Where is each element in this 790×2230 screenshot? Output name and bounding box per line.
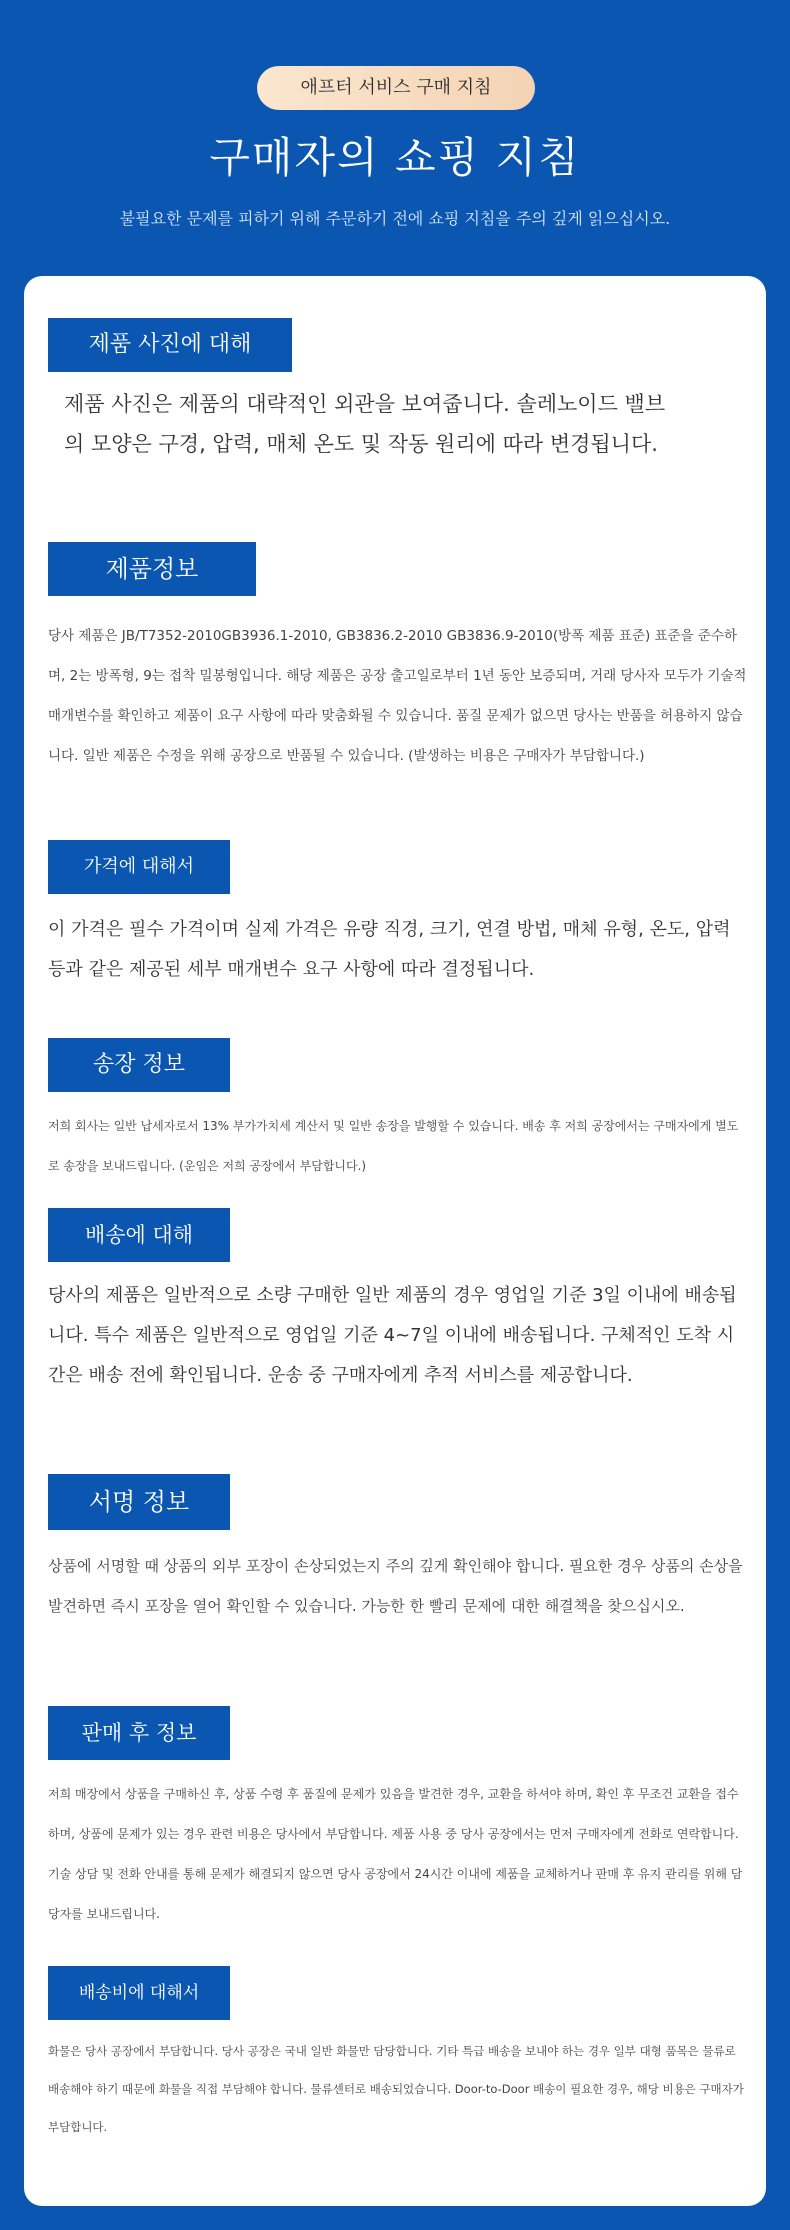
section-product-info	[48, 542, 748, 776]
section-shipping-fee	[48, 1966, 748, 2146]
section-invoice	[48, 1038, 748, 1186]
section-heading: 배송에 대해	[48, 1208, 230, 1262]
page-title: 구매자의 쇼핑 지침	[209, 133, 581, 182]
section-product-photos	[48, 318, 748, 464]
content-card	[24, 276, 766, 2206]
section-body: 이 가격은 필수 가격이며 실제 가격은 유량 직경, 크기, 연결 방법, 매체 유형, 온도, 압력 등과 같은 제공된 세부 매개변수 요구 사항에 따라 결정됩니다.	[48, 919, 731, 980]
section-heading: 서명 정보	[48, 1474, 230, 1530]
section-price	[48, 840, 748, 990]
section-heading: 송장 정보	[48, 1038, 230, 1092]
section-heading: 배송비에 대해서	[48, 1966, 230, 2020]
section-body: 화물은 당사 공장에서 부담합니다. 당사 공장은 국내 일반 화물만 담당합니다. 기타 특급 배송을 보내야 하는 경우 일부 대형 품목은 물류로 배송해야 하기 때문에 화물을 직접 부담해야 합니다. 물류센터로 배송되었습니다. Door-to-Door 배송이 필요한 경우, 해당 비용은 구매자가 부담합니다.	[48, 2044, 744, 2134]
section-heading: 가격에 대해서	[48, 840, 230, 894]
section-body: 당사 제품은 JB/T7352-2010GB3936.1-2010, GB3836.2-2010 GB3836.9-2010(방폭 제품 표준) 표준을 준수하며, 2는 방폭형, 9는 접착 밀봉형입니다. 해당 제품은 공장 출고일로부터 1년 동안 보증되며, 거래 당사자 모두가 기술적 매개변수를 확인하고 제품이 요구 사항에 따라 맞춤화될 수 있습니다. 품질 문제가 없으면 당사는 반품을 허용하지 않습니다. 일반 제품은 수정을 위해 공장으로 반품될 수 있습니다. (발생하는 비용은 구매자가 부담합니다.)	[48, 628, 747, 764]
section-body: 저희 회사는 일반 납세자로서 13% 부가가치세 계산서 및 일반 송장을 발행할 수 있습니다. 배송 후 저희 공장에서는 구매자에게 별도로 송장을 보내드립니다. (운임은 저희 공장에서 부담합니다.)	[48, 1119, 739, 1173]
section-body: 상품에 서명할 때 상품의 외부 포장이 손상되었는지 주의 깊게 확인해야 합니다. 필요한 경우 상품의 손상을 발견하면 즉시 포장을 열어 확인할 수 있습니다. 가능한 한 빨리 문제에 대한 해결책을 찾으십시오.	[48, 1557, 743, 1615]
section-body: 제품 사진은 제품의 대략적인 외관을 보여줍니다. 솔레노이드 밸브의 모양은 구경, 압력, 매체 온도 및 작동 원리에 따라 변경됩니다.	[64, 392, 666, 456]
section-shipping	[48, 1208, 748, 1396]
section-heading: 제품정보	[48, 542, 256, 596]
section-body: 저희 매장에서 상품을 구매하신 후, 상품 수령 후 품질에 문제가 있음을 발견한 경우, 교환을 하셔야 하며, 확인 후 무조건 교환을 접수하며, 상품에 문제가 있는 경우 관련 비용은 당사에서 부담합니다. 제품 사용 중 당사 공장에서는 먼저 구매자에게 전화로 연락합니다. 기술 상담 및 전화 안내를 통해 문제가 해결되지 않으면 당사 공장에서 24시간 이내에 제품을 교체하거나 판매 후 유지 관리를 위해 담당자를 보내드립니다.	[48, 1787, 743, 1921]
after-service-pill: 애프터 서비스 구매 지침	[257, 66, 535, 110]
section-after-sales	[48, 1706, 748, 1934]
section-heading: 제품 사진에 대해	[48, 318, 292, 372]
section-signature	[48, 1474, 748, 1626]
page-subtitle: 불필요한 문제를 피하기 위해 주문하기 전에 쇼핑 지침을 주의 깊게 읽으십시오.	[119, 209, 671, 228]
section-heading: 판매 후 정보	[48, 1706, 230, 1760]
section-body: 당사의 제품은 일반적으로 소량 구매한 일반 제품의 경우 영업일 기준 3일 이내에 배송됩니다. 특수 제품은 일반적으로 영업일 기준 4~7일 이내에 배송됩니다. 구체적인 도착 시간은 배송 전에 확인됩니다. 운송 중 구매자에게 추적 서비스를 제공합니다.	[48, 1285, 737, 1386]
